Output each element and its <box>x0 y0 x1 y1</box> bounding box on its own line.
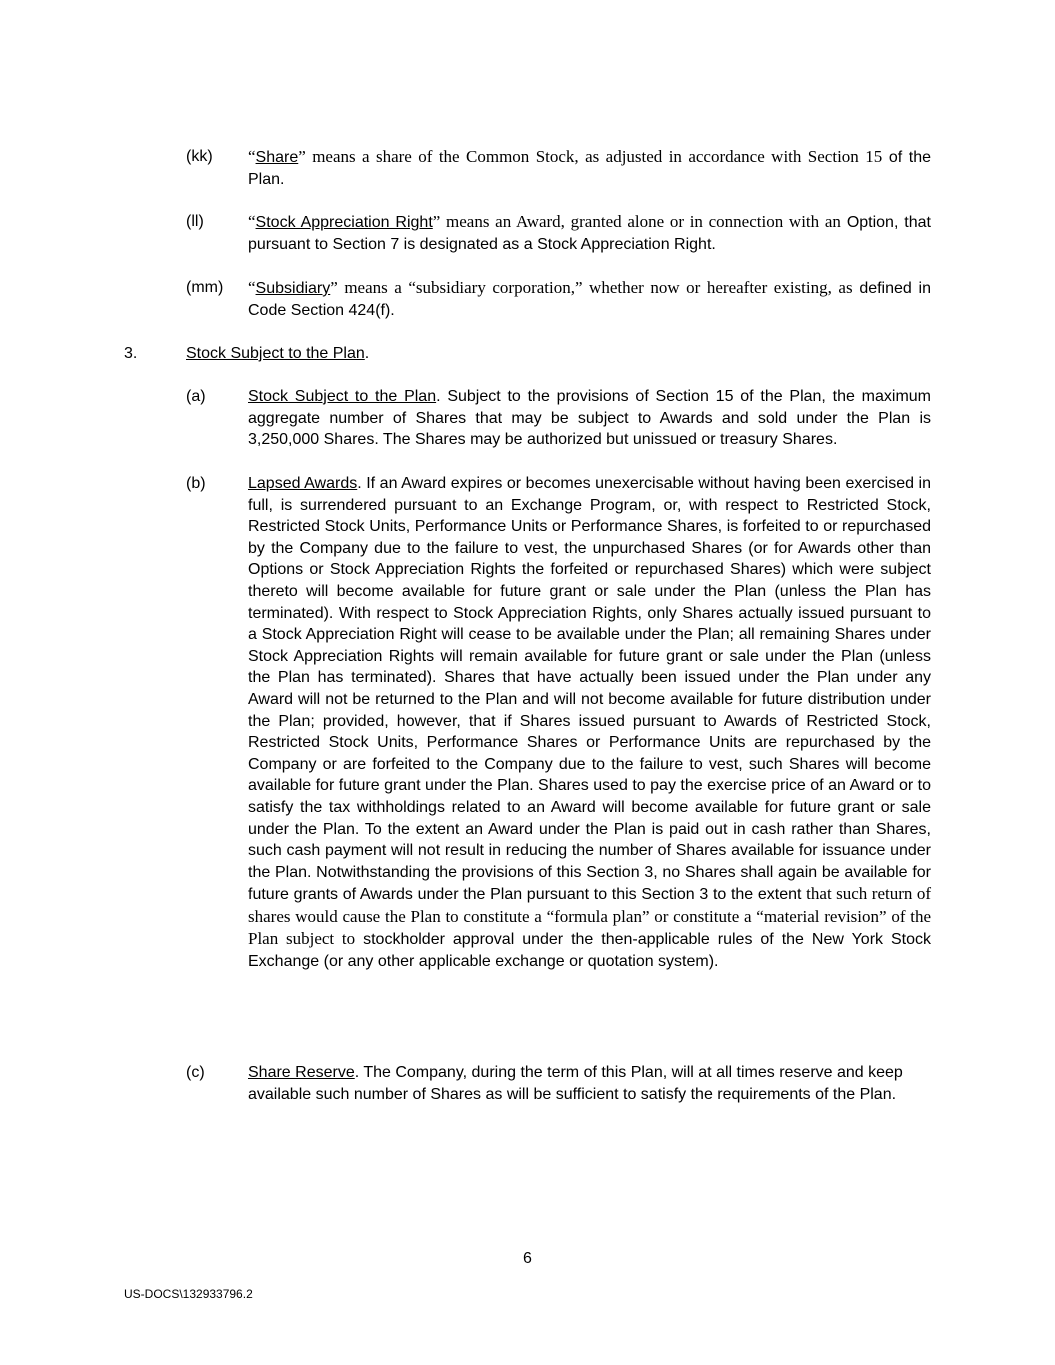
subsection-heading: Stock Subject to the Plan <box>248 388 437 405</box>
defined-term: Subsidiary <box>255 280 331 297</box>
definition-stock-appreciation-right <box>186 211 931 255</box>
subsection-label: (b) <box>186 475 206 492</box>
page-number: 6 <box>523 1250 532 1267</box>
defined-term: Stock Appreciation Right <box>255 214 433 231</box>
definition-label: (kk) <box>186 148 213 165</box>
subsection-label: (c) <box>186 1064 205 1081</box>
subsection-a <box>186 386 931 451</box>
definition-label: (mm) <box>186 279 224 296</box>
subsection-body: Lapsed Awards. If an Award expires or becomes unexercisable without having been exercised in full, is surrendered pursuant to an Exchange Program, or, with respect to Restricted Stock, Restricted Stock Units, Performance Units or Performance Shares, is forfeited to or repurchased by the Company due to the failure to vest, the unpurchased Shares (or for Awards other than Options or Stock Appreciation Rights the forfeited or repurchased Shares) which were subject thereto will become available for future grant or sale under the Plan (unless the Plan has terminated). With respect to Stock Appreciation Rights, only Shares actually issued pursuant to a Stock Appreciation Right will cease to be available under the Plan; all remaining Shares under Stock Appreciation Rights will remain available for future grant or sale under the Plan (unless the Plan has terminated). Shares that have actually been issued under the Plan under any Award will not be returned to the Plan and will not become available for future distribution under the Plan; provided, however, that if Shares issued pursuant to Awards of Restricted Stock, Restricted Stock Units, Performance Shares or Performance Units are repurchased by the Company or are forfeited to the Company due to the failure to vest, such Shares will become available for future grant under the Plan. Shares used to pay the exercise price of an Award or to satisfy the tax withholdings related to an Award will become available for future grant or sale under the Plan. To the extent an Award under the Plan is paid out in cash rather than Shares, such cash payment will not result in reducing the number of Shares available for issuance under the Plan. Notwithstanding the provisions of this Section 3, no Shares shall again be available for future grants of Awards under the Plan pursuant to this Section 3 to the extent that such return of shares would cause the Plan to constitute a “formula plan” or constitute a “material revision” of the Plan subject to stockholder approval under the then-applicable rules of the New York Stock Exchange (or any other applicable exchange or quotation system). <box>248 475 932 971</box>
section-number: 3. <box>124 345 138 362</box>
subsection-label: (a) <box>186 388 206 405</box>
defined-term: Share <box>255 149 299 166</box>
definition-body: “Subsidiary” means a “subsidiary corporation,” whether now or hereafter existing, as defined in Code Section 424(f). <box>248 278 931 319</box>
subsection-heading: Lapsed Awards <box>248 475 358 492</box>
section-title: Stock Subject to the Plan. <box>186 345 370 362</box>
definition-subsidiary <box>186 277 931 321</box>
subsection-body: Stock Subject to the Plan. Subject to the provisions of Section 15 of the Plan, the maximum aggregate number of Shares that may be subject to Awards and sold under the Plan is 3,250,000 Shares. The Shares may be authorized but unissued or treasury Shares. <box>248 388 931 449</box>
subsection-b <box>186 473 931 973</box>
definition-body: “Share” means a share of the Common Stock, as adjusted in accordance with Section 15 of the Plan. <box>248 147 931 188</box>
subsection-heading: Share Reserve <box>248 1064 355 1081</box>
definition-label: (ll) <box>186 213 204 230</box>
subsection-body: Share Reserve. The Company, during the term of this Plan, will at all times reserve and keep available such number of Shares as will be sufficient to satisfy the requirements of the Plan. <box>248 1064 903 1103</box>
definition-body: “Stock Appreciation Right” means an Award, granted alone or in connection with an Option, that pursuant to Section 7 is designated as a Stock Appreciation Right. <box>248 212 931 253</box>
definition-share <box>186 146 931 190</box>
document-id: US-DOCS\132933796.2 <box>124 1287 253 1301</box>
subsection-c <box>186 1062 931 1105</box>
